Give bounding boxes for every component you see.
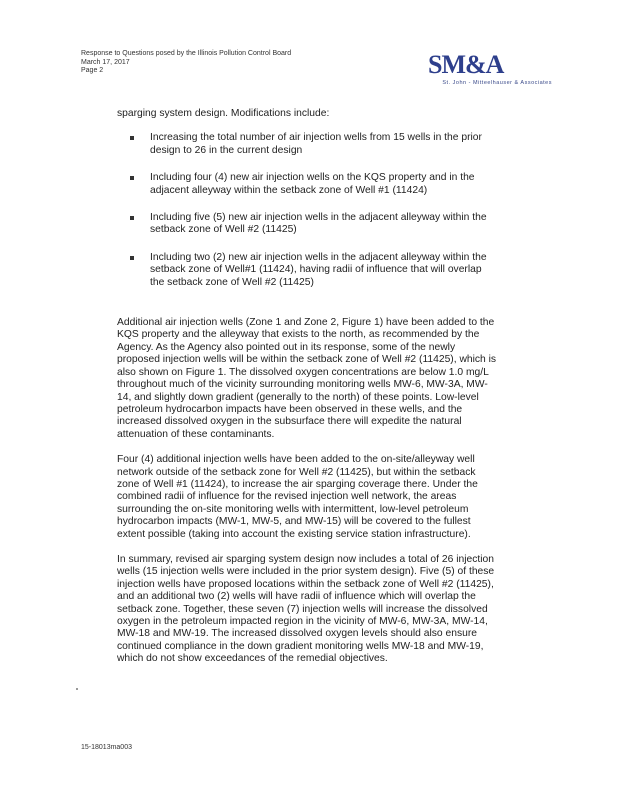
document-id: 15-18013ma003 [81,744,132,751]
header-page-number: Page 2 [81,67,104,74]
header-title: Response to Questions posed by the Illinois Pollution Control Board [81,50,292,57]
logo-subtitle: St. John - Mitteelhauser & Associates [442,80,552,86]
page-header [81,50,291,76]
paragraph-summary: In summary, revised air sparging system design now includes a total of 26 injection wells (15 injection wells were included in the prior system design). Five (5) of these injection wells have proposed locations within the setback zone of Well #2 (11425), and an additional two (2) wells will have radii of influence which will overlap the setback zone. Together, these seven (7) injection wells will increase the dissolved oxygen in the petroleum impacted region in the vicinity of MW-6, MW-3A, MW-14, MW-18 and MW-19. The increased dissolved oxygen levels should also ensure continued compliance in the down gradient monitoring wells MW-18 and MW-19, which do not show exceedances of the remedial objectives. [117,553,495,665]
list-item: Including four (4) new air injection wells on the KQS property and in the adjacent alleyway within the setback zone of Well #1 (11424) [150,172,497,197]
paragraph-additional-wells: Additional air injection wells (Zone 1 and Zone 2, Figure 1) have been added to the KQS property and the alleyway that exists to the north, as recommended by the Agency. As the Agency also pointed out in its response, some of the newly proposed injection wells will be within the setback zone of Well #2 (11425), which is also shown on Figure 1. The dissolved oxygen concentrations are below 1.0 mg/L throughout much of the vicinity surrounding monitoring wells MW-6, MW-3A, MW-14, and slightly down gradient (generally to the north) of these points. Low-level petroleum hydrocarbon impacts have been observed in these wells, and the increased dissolved oxygen in the subsurface there will expedite the natural attenuation of these contaminants. [117,317,497,440]
company-logo [402,50,552,90]
list-item: Increasing the total number of air injection wells from 15 wells in the prior design to 26 in the current design [150,132,497,157]
scan-speck [76,688,78,690]
list-item: Including two (2) new air injection wells in the adjacent alleyway within the setback zone of Well#1 (11424), having radii of influence that will overlap the setback zone of Well #2 (11425) [150,252,497,289]
modifications-list [117,132,497,289]
logo-mark: SM&A [428,50,504,79]
paragraph-four-wells: Four (4) additional injection wells have been added to the on-site/alleyway well network outside of the setback zone for Well #2 (11425), but within the setback zone of Well #1 (11424), to increase the air sparging coverage there. Under the combined radii of influence for the revised injection well network, the areas surrounding the on-site monitoring wells with intermittent, low-level petroleum hydrocarbon impacts (MW-1, MW-5, and MW-15) will be covered to the fullest extent possible (taking into account the existing service station infrastructure). [117,454,478,540]
intro-line: sparging system design. Modifications include: [117,108,330,119]
document-body [117,108,497,679]
header-date: March 17, 2017 [81,58,130,66]
list-item: Including five (5) new air injection wells in the adjacent alleyway within the setback zone of Well #2 (11425) [150,212,497,237]
